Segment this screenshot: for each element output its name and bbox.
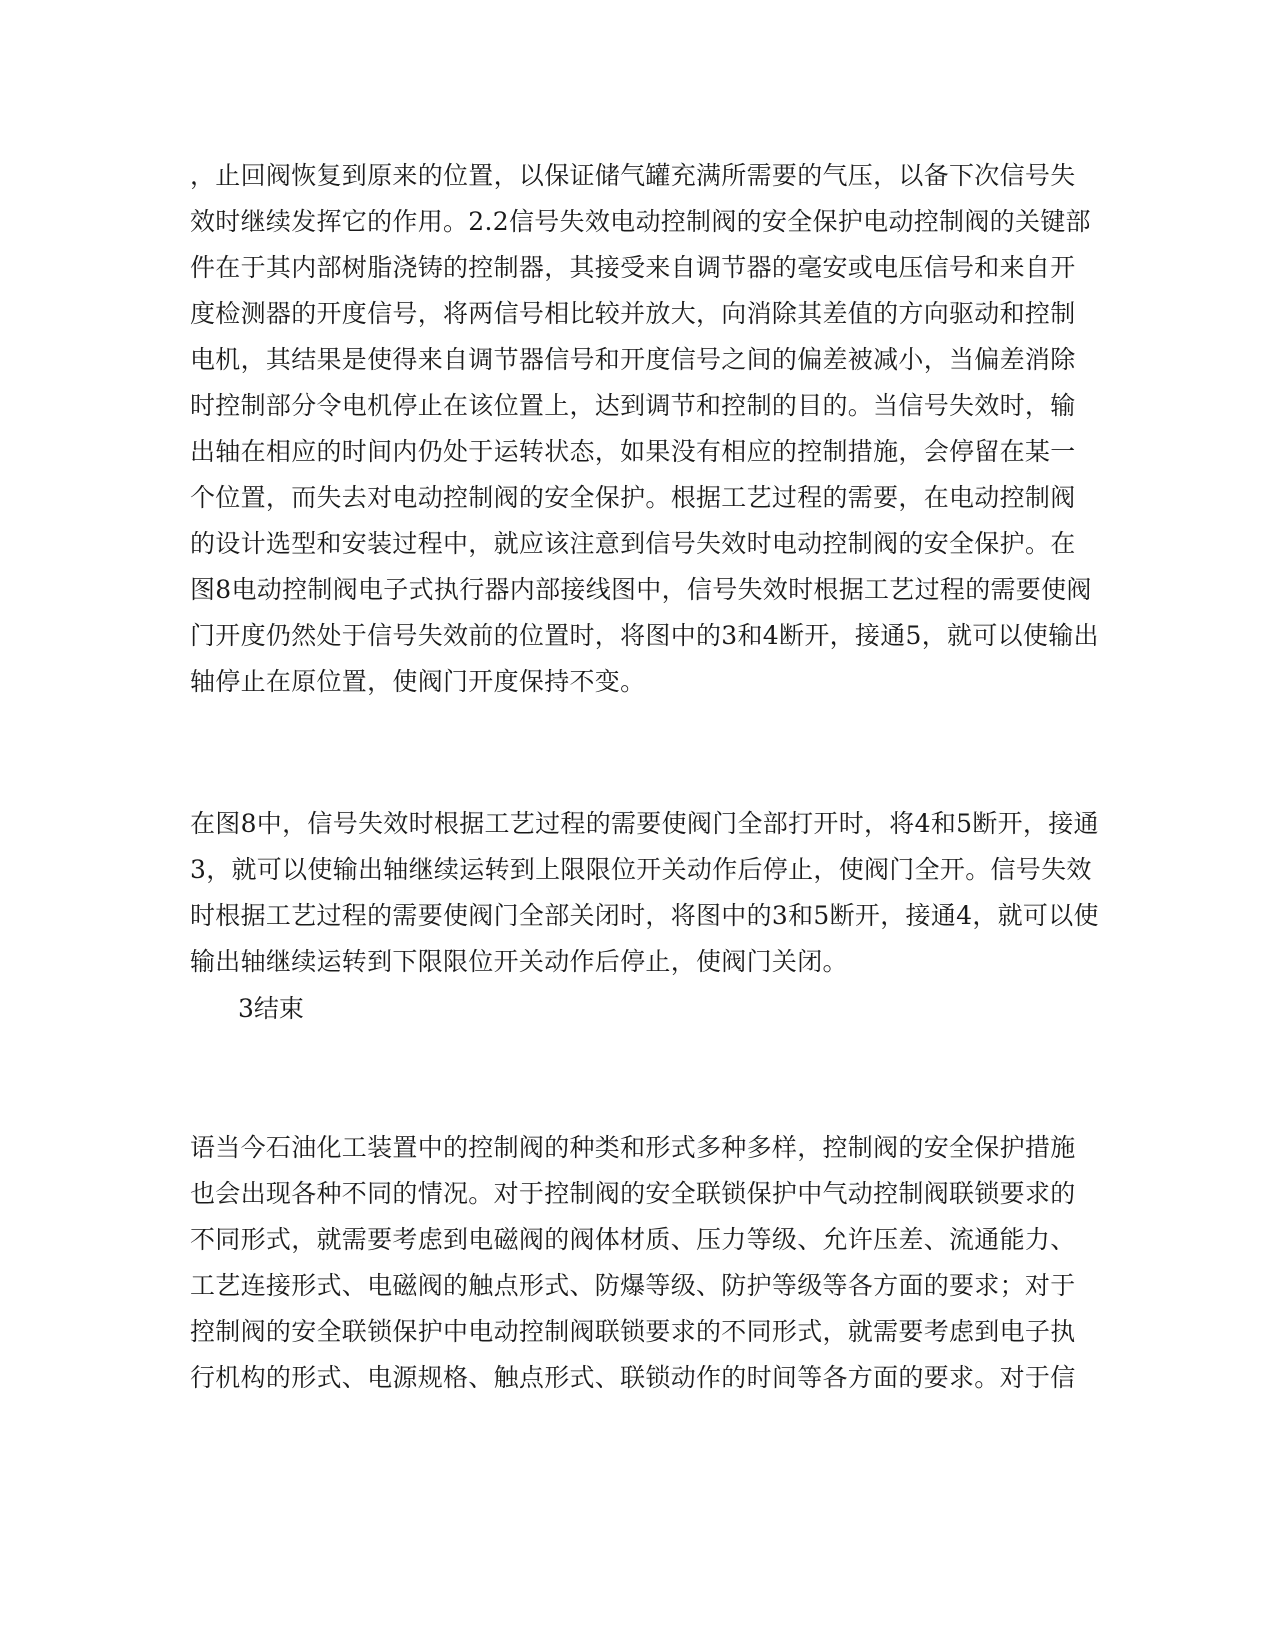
text-line: 在图8中，信号失效时根据工艺过程的需要使阀门全部打开时，将4和5断开，接通 xyxy=(190,809,1099,838)
text-line: 个位置，而失去对电动控制阀的安全保护。根据工艺过程的需要，在电动控制阀 xyxy=(190,483,1076,512)
text-line: 轴停止在原位置，使阀门开度保持不变。 xyxy=(190,667,646,696)
text-line: 电机，其结果是使得来自调节器信号和开度信号之间的偏差被减小，当偏差消除 xyxy=(190,345,1076,374)
section-heading: 3结束 xyxy=(238,994,304,1023)
text-line: 时控制部分令电机停止在该位置上，达到调节和控制的目的。当信号失效时，输 xyxy=(190,391,1076,420)
text-line: 图8电动控制阀电子式执行器内部接线图中，信号失效时根据工艺过程的需要使阀 xyxy=(190,575,1092,604)
text-line: 件在于其内部树脂浇铸的控制器，其接受来自调节器的毫安或电压信号和来自开 xyxy=(190,253,1076,282)
text-line: 控制阀的安全联锁保护中电动控制阀联锁要求的不同形式，就需要考虑到电子执 xyxy=(190,1317,1076,1346)
text-line: 的设计选型和安装过程中，就应该注意到信号失效时电动控制阀的安全保护。在 xyxy=(190,529,1076,558)
text-line: 输出轴继续运转到下限限位开关动作后停止，使阀门关闭。 xyxy=(190,947,848,976)
text-line: 工艺连接形式、电磁阀的触点形式、防爆等级、防护等级等各方面的要求；对于 xyxy=(190,1271,1076,1300)
text-line: 出轴在相应的时间内仍处于运转状态，如果没有相应的控制措施，会停留在某一 xyxy=(190,437,1076,466)
text-line: 效时继续发挥它的作用。2.2信号失效电动控制阀的安全保护电动控制阀的关键部 xyxy=(190,207,1091,236)
text-line: 3，就可以使输出轴继续运转到上限限位开关动作后停止，使阀门全开。信号失效 xyxy=(190,855,1092,884)
text-line: 语当今石油化工装置中的控制阀的种类和形式多种多样，控制阀的安全保护措施 xyxy=(190,1133,1076,1162)
text-line: 不同形式，就需要考虑到电磁阀的阀体材质、压力等级、允许压差、流通能力、 xyxy=(190,1225,1076,1254)
text-line: 时根据工艺过程的需要使阀门全部关闭时，将图中的3和5断开，接通4，就可以使 xyxy=(190,901,1099,930)
text-line: 也会出现各种不同的情况。对于控制阀的安全联锁保护中气动控制阀联锁要求的 xyxy=(190,1179,1076,1208)
text-line: 门开度仍然处于信号失效前的位置时，将图中的3和4断开，接通5，就可以使输出 xyxy=(190,621,1099,650)
text-line: ，止回阀恢复到原来的位置，以保证储气罐充满所需要的气压，以备下次信号失 xyxy=(190,161,1076,190)
text-line: 度检测器的开度信号，将两信号相比较并放大，向消除其差值的方向驱动和控制 xyxy=(190,299,1076,328)
text-line: 行机构的形式、电源规格、触点形式、联锁动作的时间等各方面的要求。对于信 xyxy=(190,1363,1076,1392)
